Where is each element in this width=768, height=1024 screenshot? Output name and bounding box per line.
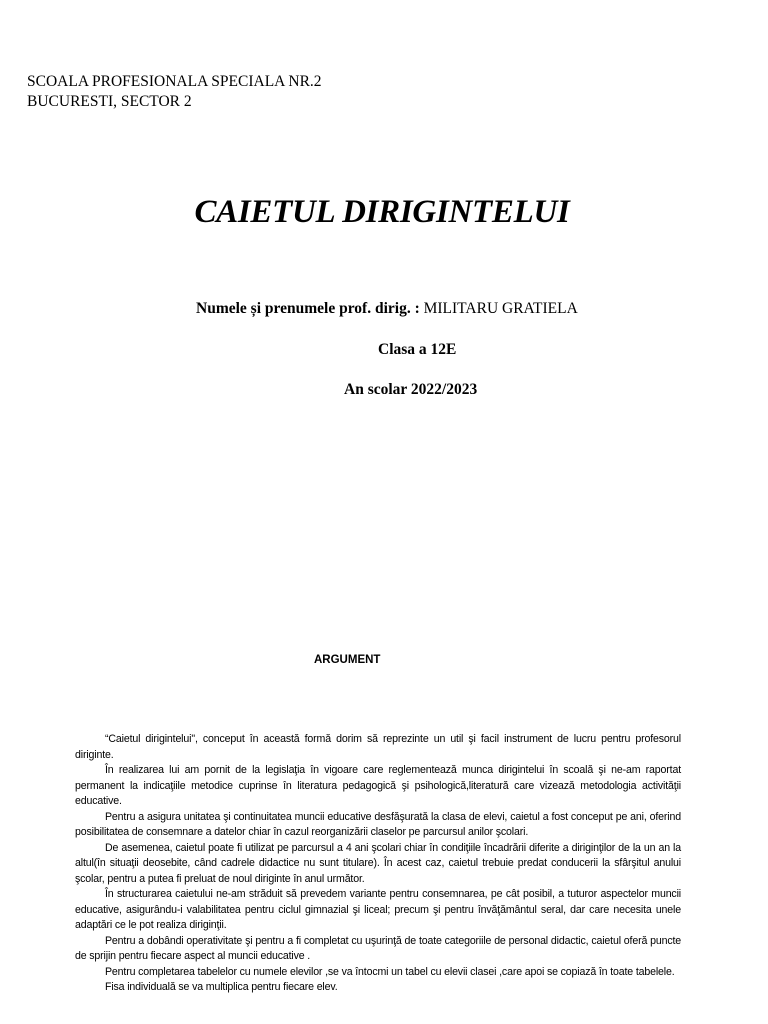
- school-name: SCOALA PROFESIONALA SPECIALA NR.2: [27, 73, 322, 90]
- teacher-name: MILITARU GRATIELA: [423, 300, 578, 317]
- document-title: CAIETUL DIRIGINTELUI: [194, 194, 570, 230]
- section-heading: ARGUMENT: [314, 654, 381, 666]
- paragraph: Pentru a dobândi operativitate şi pentru a fi completat cu uşurinţă de toate categoriile de personal didactic, caietul oferă puncte de sprijin pentru fiecare aspect al muncii educative .: [75, 934, 681, 962]
- school-header: [27, 72, 322, 112]
- teacher-label: Numele și prenumele prof. dirig. :: [196, 300, 420, 317]
- paragraph: Pentru a asigura unitatea şi continuitatea muncii educative desfăşurată la clasa de elevi, caietul a fost conceput pe ani, oferind posibilitatea de consemnare a datelor chiar în cazul reorganizării claselor pe parcursul anilor şcolari.: [75, 810, 681, 838]
- paragraph: În structurarea caietului ne-am străduit să prevedem variante pentru consemnarea, pe cât posibil, a tuturor aspectelor muncii educative, asigurându-i valabilitatea pentru ciclul gimnazial şi liceal; precum şi pentru învăţământul seral, dar care necesita unele adaptări ce le pot realiza diriginţii.: [75, 888, 681, 931]
- paragraph: Pentru completarea tabelelor cu numele elevilor ,se va întocmi un tabel cu elevii clasei ,care apoi se copiază în toate tabelele.: [105, 965, 675, 978]
- paragraph: “Caietul dirigintelui", conceput în această formă dorim să reprezinte un util şi facil instrument de lucru pentru profesorul diriginte.: [75, 733, 681, 761]
- paragraph: Fisa individuală se va multiplica pentru fiecare elev.: [105, 981, 338, 993]
- class-line: Clasa a 12E: [378, 341, 457, 358]
- paragraph: De asemenea, caietul poate fi utilizat pe parcursul a 4 ani şcolari chiar în condiţiile încadrării diferite a diriginţilor de la un an la altul(în situaţii deosebite, când cadrele didactice nu sunt titulare). În acest caz, caietul trebuie predat conducerii la sfârşitul anului şcolar, pentru a putea fi preluat de noul diriginte în anul următor.: [75, 841, 681, 885]
- paragraph: În realizarea lui am pornit de la legislaţia în vigoare care reglementează munca dirigintelui în scoală şi ne-am raportat permanent la indicaţiile metodice cuprinse în literatura pedagogică şi psihologică,literatură care vizează metodologia activităţii educative.: [75, 764, 681, 807]
- school-location: BUCURESTI, SECTOR 2: [27, 93, 192, 110]
- teacher-line: [196, 299, 578, 319]
- school-year-line: An scolar 2022/2023: [344, 381, 478, 398]
- argument-body: [75, 732, 681, 996]
